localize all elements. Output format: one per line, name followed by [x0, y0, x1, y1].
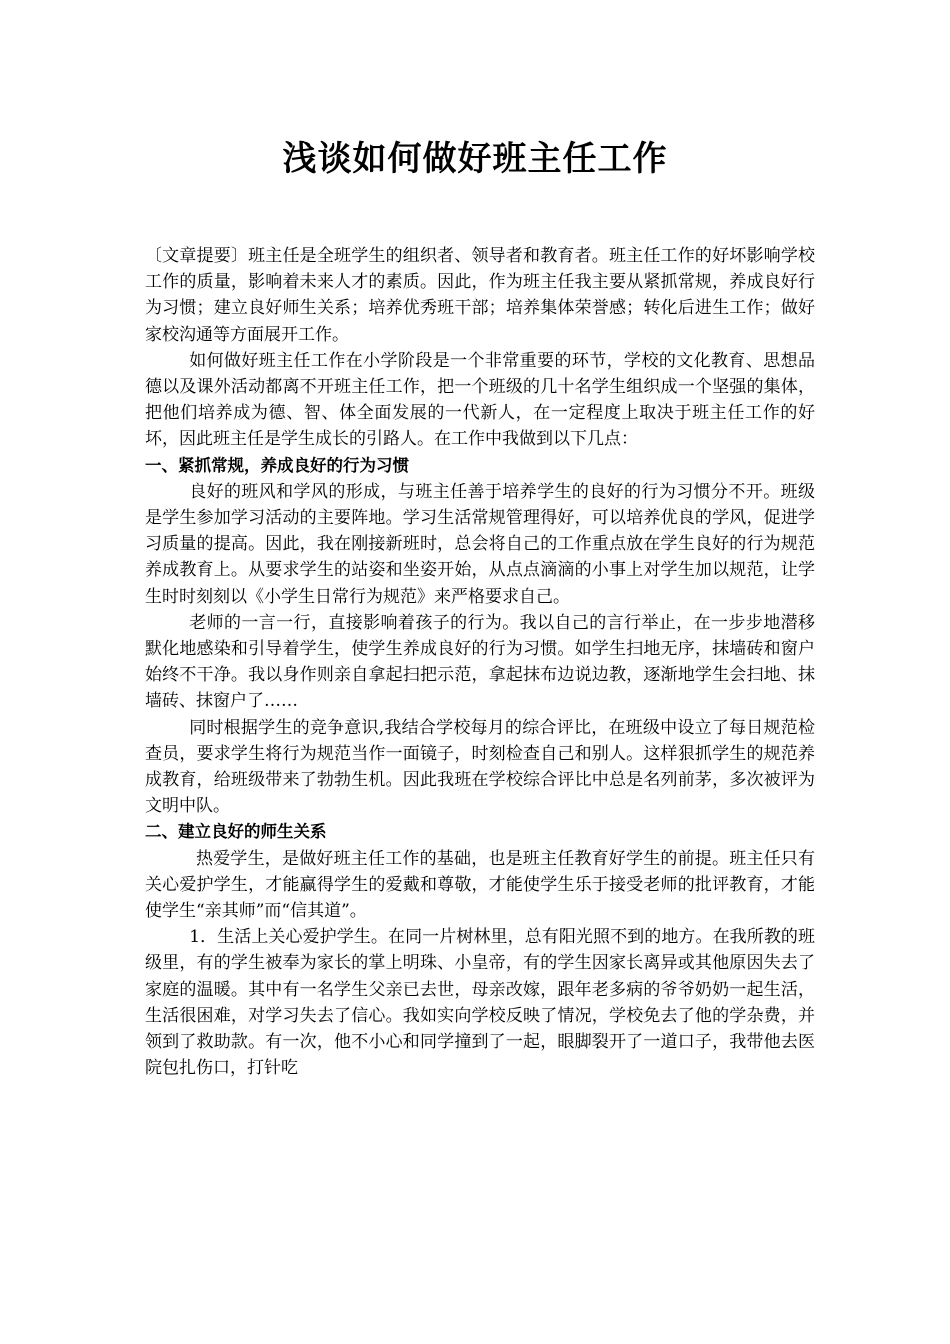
body-paragraph: 同时根据学生的竞争意识,我结合学校每月的综合评比，在班级中设立了每日规范检查员，要求学生将行为规范当作一面镜子，时刻检查自己和别人。这样狠抓学生的规范养成教育，给班级带来了勃勃生机。因此我班在学校综合评比中总是名列前茅，多次被评为文明中队。	[145, 717, 815, 817]
abstract-paragraph: 〔文章提要〕班主任是全班学生的组织者、领导者和教育者。班主任工作的好坏影响学校工作的质量，影响着未来人才的素质。因此，作为班主任我主要从紧抓常规，养成良好行为习惯；建立良好师生关系；培养优秀班干部；培养集体荣誉感；转化后进生工作；做好家校沟通等方面展开工作。	[145, 246, 815, 345]
page-title: 浅谈如何做好班主任工作	[282, 139, 668, 179]
document-body	[145, 243, 815, 1082]
section-heading-1: 一、紧抓常规，养成良好的行为习惯	[145, 455, 409, 475]
body-paragraph: 热爱学生，是做好班主任工作的基础，也是班主任教育好学生的前提。班主任只有关心爱护学生，才能赢得学生的爱戴和尊敬，才能使学生乐于接受老师的批评教育，才能使学生“亲其师”而“信其道”。	[145, 848, 815, 922]
body-paragraph: 1．生活上关心爱护学生。在同一片树林里，总有阳光照不到的地方。在我所教的班级里，有的学生被奉为家长的掌上明珠、小皇帝，有的学生因家长离异或其他原因失去了家庭的温暖。其中有一名学生父亲已去世，母亲改嫁，跟年老多病的爷爷奶奶一起生活，生活很困难，对学习失去了信心。我如实向学校反映了情况，学校免去了他的学杂费，并领到了救助款。有一次，他不小心和同学撞到了一起，眼脚裂开了一道口子，我带他去医院包扎伤口，打针吃	[145, 927, 815, 1079]
body-paragraph: 老师的一言一行，直接影响着孩子的行为。我以自己的言行举止，在一步步地潜移默化地感染和引导着学生，使学生养成良好的行为习惯。如学生扫地无序，抹墙砖和窗户始终不干净。我以身作则亲自拿起扫把示范，拿起抹布边说边教，逐渐地学生会扫地、抹墙砖、抹窗户了……	[145, 612, 815, 712]
intro-paragraph: 如何做好班主任工作在小学阶段是一个非常重要的环节，学校的文化教育、思想品德以及课外活动都离不开班主任工作，把一个班级的几十名学生组织成一个坚强的集体，把他们培养成为德、智、体全面发展的一代新人，在一定程度上取决于班主任工作的好坏，因此班主任是学生成长的引路人。在工作中我做到以下几点：	[145, 350, 815, 450]
body-paragraph: 良好的班风和学风的形成，与班主任善于培养学生的良好的行为习惯分不开。班级是学生参加学习活动的主要阵地。学习生活常规管理得好，可以培养优良的学风，促进学习质量的提高。因此，我在刚接新班时，总会将自己的工作重点放在学生良好的行为规范养成教育上。从要求学生的站姿和坐姿开始，从点点滴滴的小事上对学生加以规范，让学生时时刻刻以《小学生日常行为规范》来严格要求自己。	[145, 481, 815, 607]
section-heading-2: 二、建立良好的师生关系	[145, 822, 327, 842]
